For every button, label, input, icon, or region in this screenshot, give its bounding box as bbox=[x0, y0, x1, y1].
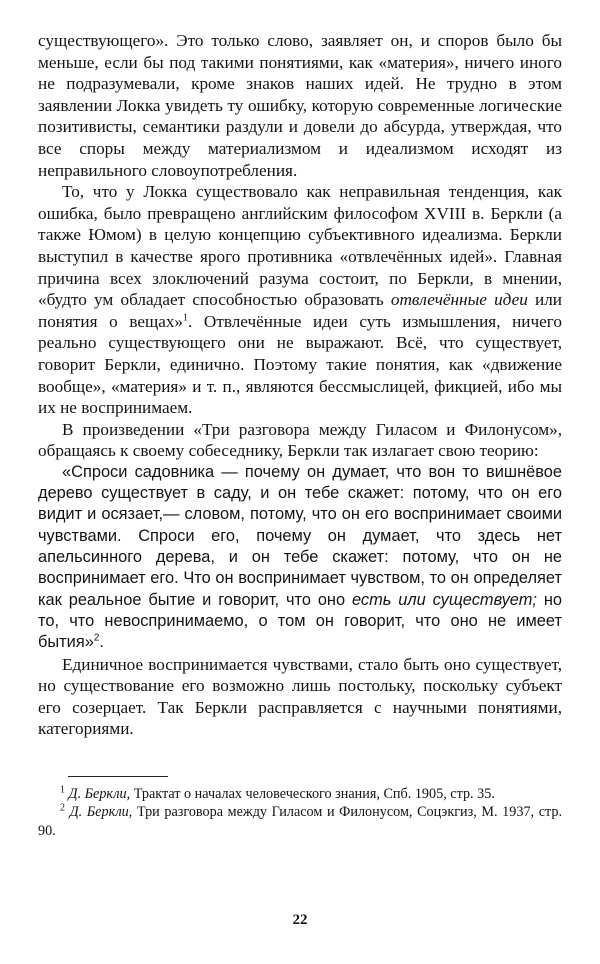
paragraph-berkeley-concept-text: То, что у Локка существовало как неправильная тенденция, как ошибка, было превращено английским философом XVIII в. Беркли (а также Юмом) в целую концепцию субъективного идеализма. Беркли выступил в качестве ярого противника «отвлечённых идей». Главная причина всех злоключений разума состоит, по Беркли, в мнении, «будто ум обладает способностью образовать bbox=[38, 182, 562, 310]
footnote-ref-1[interactable]: 1 bbox=[183, 311, 189, 323]
paragraph-single-perceived: Единичное воспринимается чувствами, стало быть оно существует, но существование его возможно лишь постольку, поскольку субъект его созерцает. Так Беркли расправляется с научными понятиями, категориями. bbox=[38, 654, 562, 739]
quote-part-1: «Спроси садовника — почему он думает, что вон то вишнёвое дерево существует в саду, и он тебе скажет: потому, что он его видит и осязает,— словом, потому, что он его воспринимает своими чувствами. Спроси его, почему он думает, что здесь нет апельсинного дерева, и он тебе скажет: потому, что он не воспринимает его. Что он воспринимает чувством, то он определяет как реальное бытие и говорит, что оно bbox=[38, 462, 562, 609]
footnote-ref-2[interactable]: 2 bbox=[93, 632, 100, 644]
paragraph-three-dialogues: В произведении «Три разговора между Гиласом и Филонусом», обращаясь к своему собеседнику, Беркли так излагает свою теорию: bbox=[38, 419, 562, 461]
footnote-2-text: Три разговора между Гиласом и Филонусом, Соцэкгиз, М. 1937, стр. 90. bbox=[38, 804, 563, 839]
footnote-1 bbox=[38, 785, 562, 804]
footnote-2 bbox=[38, 803, 562, 840]
footnotes bbox=[38, 785, 562, 841]
quote-part-2: но то, что невоспринимаемо, о том он говорит, что оно не имеет бытия» bbox=[38, 590, 562, 652]
footnote-2-mark: 2 bbox=[60, 802, 65, 814]
paragraph-locke-words: существующего». Это только слово, заявляет он, и споров было бы меньше, если бы под такими понятиями, как «материя», ничего иного не подразумевали, кроме знаков наших идей. Не трудно в этом заявлении Локка увидеть ту ошибку, которую современные логические позитивисты, семантики раздули и довели до абсурда, утверждая, что все споры между материализмом и идеализмом исходят из неправильного словоупотребления. bbox=[38, 31, 562, 180]
footnote-1-mark: 1 bbox=[60, 784, 65, 796]
footnote-2-author: Д. Беркли, bbox=[69, 804, 133, 821]
footnote-1-text: Трактат о началах человеческого знания, Спб. 1905, стр. 35. bbox=[133, 785, 495, 802]
berkeley-quote: «Спроси садовника — почему он думает, что вон то вишнёвое дерево существует в саду, и он тебе скажет: потому, что он его видит и осязает,— словом, потому, что он его воспринимает своими чувствами. Спроси его, почему он думает, что здесь нет апельсинного дерева, и он тебе скажет: потому, что он не воспринимает его. Что он воспринимает чувством, то он определяет как реальное бытие и говорит, что оно есть или существует; но то, что невоспринимаемо, о том он говорит, что оно не имеет бытия»$^2$. bbox=[38, 462, 562, 652]
footnote-1-author: Д. Беркли, bbox=[68, 785, 131, 802]
emphasis-is-or-exists: есть или существует; bbox=[352, 590, 537, 609]
paragraph-abstract-ideas-text: Отвлечённые идеи суть измышления, ничего реально существующего они не выражают. Всё, что существует, говорит Беркли, единично. Поэтому такие понятия, как «движение вообще», «материя» и т. п., являются бессмыслицей, фикцией, ибо мы их не воспринимаем. bbox=[38, 311, 562, 418]
main-text-end bbox=[38, 654, 562, 740]
footnote-divider bbox=[68, 776, 168, 777]
main-text bbox=[38, 30, 562, 462]
page-number: 22 bbox=[292, 912, 308, 928]
paragraph-berkeley-concept: То, что у Локка существовало как неправильная тенденция, как ошибка, было превращено английским философом XVIII в. Беркли (а также Юмом) в целую концепцию субъективного идеализма. Беркли выступил в качестве ярого противника «отвлечённых идей». Главная причина всех злоключений разума состоит, по Беркли, в мнении, «будто ум обладает способностью образовать отвлечённые идеи или понятия о вещах»$^1$. Отвлечённые идеи суть измышления, ничего реально существующего они не выражают. Всё, что существует, говорит Беркли, единично. Поэтому такие понятия, как «движение вообще», «материя» и т. п., являются бессмыслицей, фикцией, ибо мы их не воспринимаем. bbox=[38, 182, 562, 418]
emphasis-abstract-ideas: отвлечённые идеи bbox=[390, 290, 528, 310]
paragraph-berkeley-concept-tail: или понятия о вещах» bbox=[38, 290, 562, 331]
